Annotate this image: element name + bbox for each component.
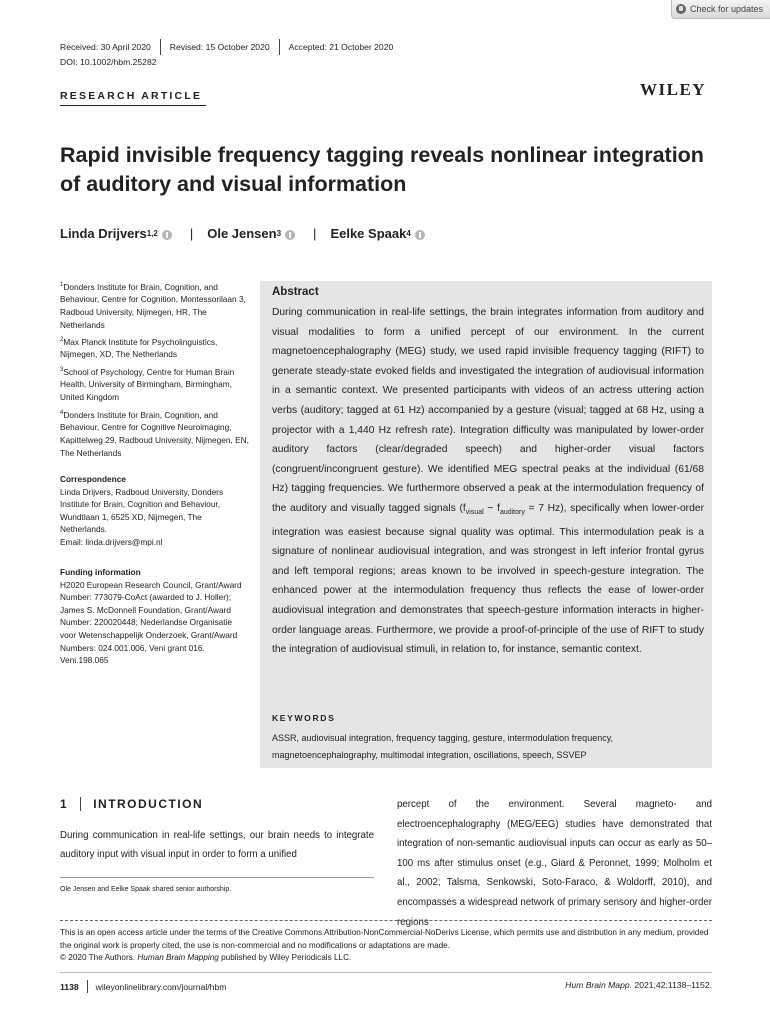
section-number: 1 — [60, 797, 69, 811]
abstract-heading: Abstract — [272, 286, 319, 298]
keywords-text: ASSR, audiovisual integration, frequency tagging, gesture, intermodulation frequency, magnetoencephalography, multimodal integration, oscillations, speech, SSVEP — [272, 733, 614, 760]
citation: Hum Brain Mapp. 2021;42:1138–1152. — [565, 980, 712, 990]
author-affiliation-mark: 4 — [406, 229, 411, 238]
footnote: Ole Jensen and Eelke Spaak shared senior authorship. — [60, 886, 232, 893]
body-text-left: During communication in real-life settings, our brain needs to integrate auditory input with visual input in order to form a unified — [60, 830, 374, 861]
correspondence-heading: Correspondence — [60, 474, 126, 484]
author-affiliation-mark: 3 — [276, 229, 282, 238]
dates-row — [60, 39, 402, 55]
footnote-divider — [60, 877, 374, 878]
author-name[interactable]: Eelke Spaak — [330, 226, 407, 241]
received-date: Received: 30 April 2020 — [60, 42, 151, 52]
author-separator: | — [313, 226, 317, 241]
correspondence — [60, 473, 250, 549]
check-for-updates-button[interactable] — [671, 0, 770, 19]
author-name[interactable]: Linda Drijvers — [60, 226, 147, 241]
section-title: INTRODUCTION — [93, 797, 204, 811]
journal-url[interactable]: wileyonlinelibrary.com/journal/hbm — [95, 981, 227, 992]
author-affiliation-mark: 1,2 — [146, 229, 158, 238]
affiliation — [60, 364, 250, 404]
article-type: RESEARCH ARTICLE — [60, 90, 203, 102]
paper-title: Rapid invisible frequency tagging reveals nonlinear integration of auditory and visual information — [60, 143, 704, 196]
body-text-right: percept of the environment. Several magneto- and electroencephalography (MEG/EEG) studies have demonstrated that integration of non-semantic audiovisual inputs can occur as early as 50–100 ms after stimulus onset (e.g., Giard & Peronnet, 1999; Molholm et al., 2002; Talsma, Senkowski, Soto-Faraco, & Woldorff, 2010), and encompasses a widespread network of primary sensory and higher-order regions — [397, 799, 712, 928]
divider — [80, 797, 81, 811]
doi[interactable]: DOI: 10.1002/hbm.25282 — [60, 57, 157, 67]
page-number: 1138 — [60, 981, 79, 992]
affiliation-number: 2 — [60, 337, 64, 343]
correspondence-email[interactable]: Email: linda.drijvers@mpi.nl — [60, 536, 163, 547]
author-separator: | — [189, 226, 194, 241]
check-for-updates-label: Check for updates — [690, 4, 764, 14]
license-text — [60, 927, 712, 965]
revised-date: Revised: 15 October 2020 — [169, 42, 270, 52]
affiliation-text: Donders Institute for Brain, Cognition, and Behaviour, Centre for Cognitive Neuroimaging, Kapittelweg 29, Radboud University, Nijmegen, EN, The Netherlands — [60, 409, 249, 458]
affiliation-text: School of Psychology, Centre for Human Brain Health, University of Birmingham, Birmingham, United Kingdom — [60, 366, 235, 402]
license-statement: This is an open access article under the terms of the Creative Commons Attribution-NonCommercial-NoDerivs License, which permits use and distribution in any medium, provided the original work is properly cited, the use is non-commercial and no modifications or adaptations are made. — [60, 928, 709, 950]
funding-information — [60, 566, 250, 667]
affiliation-text: Donders Institute for Brain, Cognition, and Behaviour, Centre for Cognition, Montessorilaan 3, Radboud University, Nijmegen, HR, The Netherlands — [60, 281, 246, 330]
affiliation — [60, 407, 250, 459]
orcid-icon[interactable] — [415, 230, 425, 240]
affiliation-number: 4 — [60, 410, 64, 416]
affiliation-text: Max Planck Institute for Psycholinguistics, Nijmegen, XD, The Netherlands — [60, 336, 218, 360]
orcid-icon[interactable] — [285, 230, 295, 240]
funding-text: H2020 European Research Council, Grant/Award Number: 773079-CoAct (awarded to J. Holler); James S. McDonnell Foundation, Grant/Award Number: 220020448; Nederlandse Organisatie voor Wetenschappelijk Onderzoek, Grant/Award Numbers: 024.001.006, Veni grant 016. Veni.198.065 — [60, 579, 242, 666]
author-list — [60, 226, 429, 241]
license-divider — [60, 920, 712, 921]
affiliation-number: 1 — [60, 282, 64, 288]
copyright: © 2020 The Authors. Human Brain Mapping published by Wiley Periodicals LLC. — [60, 953, 352, 963]
abstract-text: During communication in real-life settings, the brain integrates information from auditory and visual modalities to form a unified percept of our environment. In the current magnetoencephalography (MEG) study, we used rapid invisible frequency tagging (RIFT) to generate steady-state evoked fields and investigated the integration of audiovisual information in a semantic context. We presented participants with videos of an actress uttering action verbs (auditory; tagged at 61 Hz) accompanied by a gesture (visual; tagged at 68 Hz, using a projector with a 1,440 Hz refresh rate). Integration difficulty was manipulated by lower-order auditory factors (clear/degraded speech) and higher-order visual factors (congruent/incongruent gesture). We identified MEG spectral peaks at the individual (61/68 Hz) tagging frequencies. We furthermore observed a peak at the intermodulation frequency of the auditory and visually tagged signals ($f_{visual} - f_{auditory} = 7$ Hz), specifically when lower-order integration was easiest because signal quality was optimal. This intermodulation peak is a signature of nonlinear audiovisual integration, and was strongest in left inferior frontal gyrus and left temporal regions; areas known to be involved in speech-gesture integration. The enhanced power at the intermodulation frequency thus reflects the ease of lower-order audiovisual integration and demonstrates that speech-gesture information interacts in higher-order language areas. Furthermore, we provide a proof-of-principle of the use of RIFT to study the integration of audiovisual stimuli, in relation to, for instance, semantic context. — [272, 307, 704, 656]
publisher-logo: WILEY — [640, 80, 707, 99]
footer-left — [60, 980, 226, 993]
accepted-date: Accepted: 21 October 2020 — [288, 42, 394, 52]
divider — [60, 105, 206, 106]
funding-heading: Funding information — [60, 567, 141, 577]
section-heading — [60, 797, 203, 811]
keywords-heading: KEYWORDS — [272, 713, 336, 723]
affiliation-number: 3 — [60, 367, 64, 373]
orcid-icon[interactable] — [162, 230, 172, 240]
update-icon — [676, 4, 686, 14]
author-name[interactable]: Ole Jensen — [207, 226, 277, 241]
correspondence-text: Linda Drijvers, Radboud University, Donders Institute for Brain, Cognition and Behaviour, Wundtlaan 1, 6525 XD, Nijmegen, The Netherlands. — [60, 486, 224, 535]
affiliation — [60, 334, 250, 361]
affiliation — [60, 279, 250, 331]
divider — [87, 980, 88, 993]
footer-divider — [60, 972, 712, 973]
